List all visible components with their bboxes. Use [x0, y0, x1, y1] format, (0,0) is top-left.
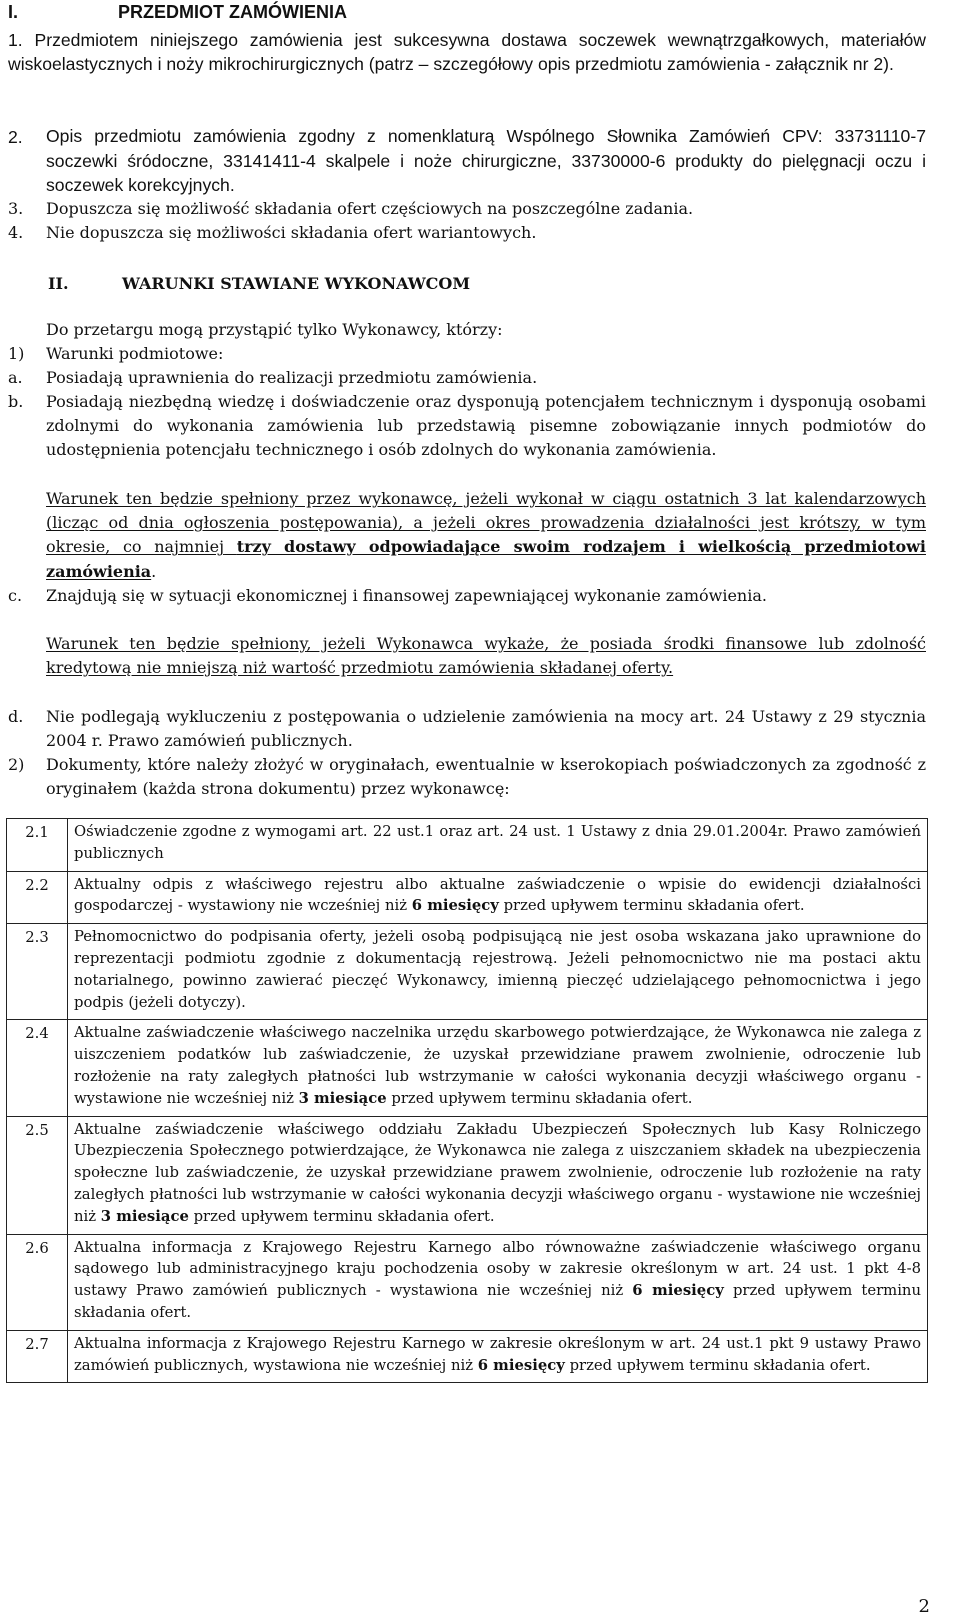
section-1-item-3-number: 3. — [8, 199, 24, 218]
row-text-main: Pełnomocnictwo do podpisania oferty, jeżeli osobą podpisującą nie jest osoba wskazana jako uprawnione do reprezentacji podmiotu zgodnie z dokumentacją rejestrową. Jeżeli pełnomocnictwo nie ma postaci aktu notarialnego, powinno zawierać pieczęć Wykonawcy, imienną pieczęć udzielającego pełnomocnictwa i jego podpis (jeżeli dotyczy). — [74, 928, 921, 1011]
row-number: 2.7 — [7, 1330, 68, 1383]
row-text-main: Aktualny odpis z właściwego rejestru albo aktualne zaświadczenie o wpisie do ewidencji działalności gospodarczej - wystawiony nie wcześniej niż — [74, 875, 921, 915]
section-1-heading — [8, 2, 347, 23]
row-number: 2.1 — [7, 819, 68, 872]
table-row — [7, 1234, 928, 1330]
row-number: 2.3 — [7, 924, 68, 1020]
row-number: 2.5 — [7, 1116, 68, 1234]
table-row — [7, 819, 928, 872]
row-text — [68, 924, 928, 1020]
condition-b-requirement-end: . — [151, 561, 157, 581]
condition-2-number: 2) — [8, 755, 25, 774]
condition-b-requirement-bold: trzy dostawy odpowiadające swoim rodzajem i wielkością przedmiotowi zamówienia — [46, 537, 926, 581]
section-1-item-2 — [46, 125, 926, 199]
table-row — [7, 1330, 928, 1383]
row-text — [68, 1020, 928, 1116]
condition-c-requirement — [46, 632, 926, 680]
row-text-deadline: 6 miesięcy — [411, 897, 499, 915]
section-1-item-4-number: 4. — [8, 223, 24, 242]
table-row — [7, 1020, 928, 1116]
condition-2-text: Dokumenty, które należy złożyć w oryginałach, ewentualnie w kserokopiach poświadczonych za zgodność z oryginałem (każda strona dokumentu) przez wykonawcę: — [46, 755, 926, 799]
row-text-main: Aktualne zaświadczenie właściwego oddziału Zakładu Ubezpieczeń Społecznych lub Kasy Rolniczego Ubezpieczenia Społecznego potwierdzające, że Wykonawca nie zalega z uiszczaniem składek na ubezpieczenia społeczne lub zaświadczenie, że uzyskał przewidziane prawem zwolnienie, odroczenie lub rozłożenie na raty zaległych płatności lub wstrzymanie w całości wykonania decyzji właściwego organu - wystawione nie wcześniej niż — [74, 1120, 921, 1225]
row-text-end: przed upływem terminu składania ofert. — [74, 1282, 921, 1321]
row-text-end: przed upływem terminu składania ofert. — [498, 897, 805, 915]
row-text — [68, 1330, 928, 1383]
row-text-deadline: 6 miesięcy — [477, 1356, 565, 1374]
condition-a-text: Posiadają uprawnienia do realizacji przedmiotu zamówienia. — [46, 368, 538, 387]
row-text — [68, 819, 928, 872]
row-text-main: Aktualna informacja z Krajowego Rejestru Karnego w zakresie określonym w art. 24 ust.1 pkt 9 ustawy Prawo zamówień publicznych, wystawiona nie wcześniej niż — [74, 1334, 921, 1374]
section-1-item-1: 1. Przedmiotem niniejszego zamówienia jest sukcesywna dostawa soczewek wewnątrzgałkowych, materiałów wiskoelastycznych i noży mikrochirurgicznych (patrz – szczegółowy opis przedmiotu zamówienia - załącznik nr 2). — [8, 30, 926, 75]
condition-b-marker: b. — [8, 392, 24, 411]
documents-table — [6, 818, 928, 1383]
section-1-item-2-number: 2. — [8, 127, 23, 147]
condition-c-text: Znajdują się w sytuacji ekonomicznej i finansowej zapewniającej wykonanie zamówienia. — [46, 586, 767, 605]
section-2-title: WARUNKI STAWIANE WYKONAWCOM — [122, 274, 471, 293]
row-number: 2.4 — [7, 1020, 68, 1116]
row-number: 2.2 — [7, 871, 68, 924]
section-1-item-3: Dopuszcza się możliwość składania ofert częściowych na poszczególne zadania. — [46, 199, 694, 218]
section-1-item-2-text: Opis przedmiotu zamówienia zgodny z nomenklaturą Wspólnego Słownika Zamówień CPV: 33731110-7 soczewki śródoczne, 33141411-4 skalpele i noże chirurgiczne, 33730000-6 produkty do pielęgnacji oczu i soczewek korekcyjnych. — [46, 126, 926, 196]
row-text-end: przed upływem terminu składania ofert. — [188, 1207, 495, 1225]
section-2-heading — [48, 274, 470, 293]
section-1-item-4: Nie dopuszcza się możliwości składania ofert wariantowych. — [46, 223, 537, 242]
row-text-deadline: 3 miesiące — [100, 1207, 189, 1225]
page-number: 2 — [918, 1596, 930, 1617]
condition-d-marker: d. — [8, 707, 24, 726]
row-text-end: przed upływem terminu składania ofert. — [564, 1356, 871, 1374]
section-1-title: PRZEDMIOT ZAMÓWIENIA — [118, 2, 347, 22]
section-2-intro: Do przetargu mogą przystąpić tylko Wykonawcy, którzy: — [46, 320, 503, 339]
section-2-number: II. — [48, 274, 69, 293]
table-row — [7, 924, 928, 1020]
section-1-number: I. — [8, 2, 19, 22]
row-text-main: Aktualne zaświadczenie właściwego naczelnika urzędu skarbowego potwierdzające, że Wykonawca nie zalega z uiszczeniem podatków lub zaświadczenie, że uzyskał przewidziane prawem zwolnienie, odroczenie lub rozłożenie na raty zaległych płatności lub wstrzymanie w całości wykonania decyzji właściwego organu - wystawione nie wcześniej niż — [74, 1024, 921, 1107]
documents-table-body — [7, 819, 928, 1383]
condition-a-marker: a. — [8, 368, 23, 387]
row-text — [68, 1234, 928, 1330]
row-text-deadline: 3 miesiące — [298, 1089, 387, 1107]
condition-b-requirement-text: Warunek ten będzie spełniony przez wykonawcę, jeżeli wykonał w ciągu ostatnich 3 lat kalendarzowych (licząc od dnia ogłoszenia postępowania), a jeżeli okres prowadzenia działalności jest krótszy, w tym okresie, co najmniej — [46, 489, 926, 557]
table-row — [7, 1116, 928, 1234]
condition-b-text: Posiadają niezbędną wiedzę i doświadczenie oraz dysponują potencjałem technicznym i dysponują osobami zdolnymi do wykonania zamówienia lub przedstawią pisemne zobowiązanie innych podmiotów do udostępnienia potencjału technicznego i osób zdolnych do wykonania zamówienia. — [46, 392, 926, 460]
row-text — [68, 871, 928, 924]
row-number: 2.6 — [7, 1234, 68, 1330]
row-text-end: przed upływem terminu składania ofert. — [386, 1089, 693, 1107]
row-text-main: Oświadczenie zgodne z wymogami art. 22 ust.1 oraz art. 24 ust. 1 Ustawy z dnia 29.01.2004r. Prawo zamówień publicznych — [74, 823, 921, 862]
condition-1-label: Warunki podmiotowe: — [46, 344, 224, 363]
row-text-main: Aktualna informacja z Krajowego Rejestru Karnego albo równoważne zaświadczenie właściwego organu sądowego lub administracyjnego kraju pochodzenia osoby w zakresie określonym w art. 24 ust. 1 pkt 4-8 ustawy Prawo zamówień publicznych - wystawiona nie wcześniej niż — [74, 1238, 921, 1300]
condition-c-requirement-text: Warunek ten będzie spełniony, jeżeli Wykonawca wykaże, że posiada środki finansowe lub zdolność kredytową nie mniejszą niż wartość przedmiotu zamówienia składanej oferty. — [46, 634, 926, 678]
row-text-deadline: 6 miesięcy — [632, 1282, 724, 1300]
condition-1-number: 1) — [8, 344, 25, 363]
condition-c-marker: c. — [8, 586, 23, 605]
condition-d-text: Nie podlegają wykluczeniu z postępowania o udzielenie zamówienia na mocy art. 24 Ustawy z 29 stycznia 2004 r. Prawo zamówień publicznych. — [46, 707, 926, 751]
condition-b-requirement — [46, 487, 926, 584]
row-text — [68, 1116, 928, 1234]
table-row — [7, 871, 928, 924]
